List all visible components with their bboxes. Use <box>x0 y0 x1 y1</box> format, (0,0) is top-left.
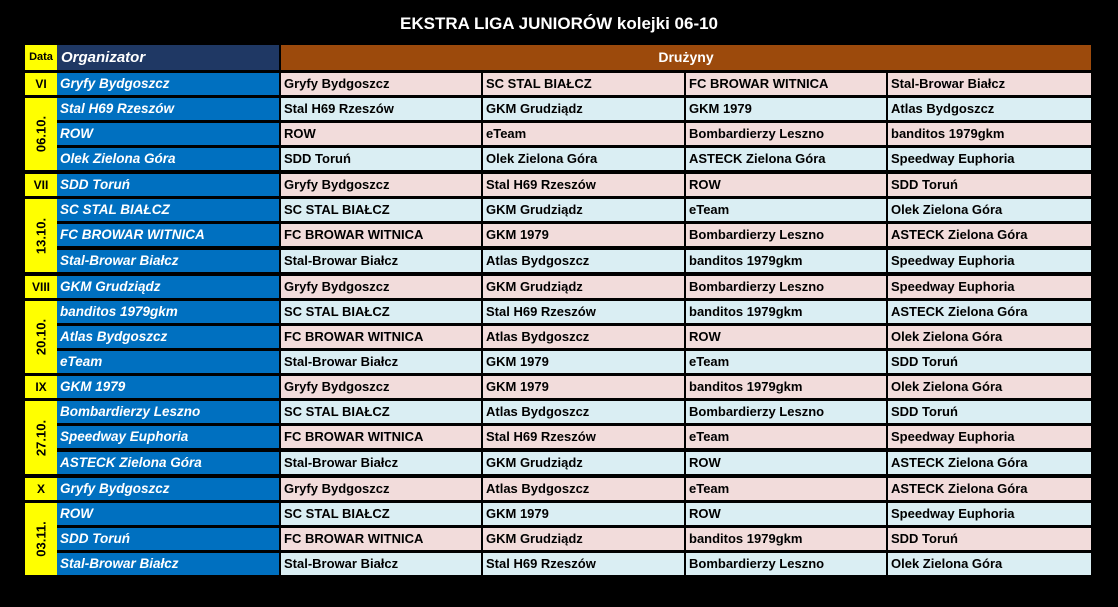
organizer-cell: ROW <box>57 123 279 145</box>
team-cell: GKM 1979 <box>483 376 684 398</box>
page-title: EKSTRA LIGA JUNIORÓW kolejki 06-10 <box>399 14 719 33</box>
team-cell: Speedway Euphoria <box>888 276 1091 298</box>
team-cell: SDD Toruń <box>888 174 1091 196</box>
organizer-cell: GKM 1979 <box>57 376 279 398</box>
team-cell: GKM Grudziądz <box>483 528 684 550</box>
team-cell: banditos 1979gkm <box>888 123 1091 145</box>
team-cell: Gryfy Bydgoszcz <box>281 73 481 95</box>
team-cell: Atlas Bydgoszcz <box>888 98 1091 120</box>
team-cell: Gryfy Bydgoszcz <box>281 376 481 398</box>
team-cell: Olek Zielona Góra <box>888 199 1091 221</box>
team-cell: SDD Toruń <box>888 401 1091 423</box>
organizer-cell: Gryfy Bydgoszcz <box>57 73 279 95</box>
team-cell: Bombardierzy Leszno <box>686 401 886 423</box>
organizer-cell: Olek Zielona Góra <box>57 148 279 170</box>
team-cell: SDD Toruń <box>281 148 481 170</box>
team-cell: ASTECK Zielona Góra <box>888 301 1091 323</box>
organizer-cell: ROW <box>57 503 279 525</box>
team-cell: Bombardierzy Leszno <box>686 276 886 298</box>
team-cell: Olek Zielona Góra <box>888 553 1091 575</box>
team-cell: Stal-Browar Białcz <box>281 452 481 474</box>
team-cell: SC STAL BIAŁCZ <box>483 73 684 95</box>
round-date <box>25 199 57 272</box>
team-cell: Bombardierzy Leszno <box>686 224 886 246</box>
team-cell: banditos 1979gkm <box>686 250 886 272</box>
team-cell: Stal H69 Rzeszów <box>483 426 684 448</box>
round-label: VIII <box>25 276 57 298</box>
organizer-cell: Atlas Bydgoszcz <box>57 326 279 348</box>
team-cell: Bombardierzy Leszno <box>686 123 886 145</box>
team-cell: Gryfy Bydgoszcz <box>281 478 481 500</box>
team-cell: Atlas Bydgoszcz <box>483 326 684 348</box>
team-cell: Stal H69 Rzeszów <box>483 553 684 575</box>
organizer-cell: Gryfy Bydgoszcz <box>57 478 279 500</box>
round-date <box>25 98 57 170</box>
organizer-cell: Stal H69 Rzeszów <box>57 98 279 120</box>
organizer-cell: eTeam <box>57 351 279 373</box>
team-cell: Stal-Browar Białcz <box>281 250 481 272</box>
team-cell: Stal-Browar Białcz <box>888 73 1091 95</box>
team-cell: FC BROWAR WITNICA <box>281 224 481 246</box>
header-data: Data <box>25 45 57 70</box>
round-label: IX <box>25 376 57 398</box>
team-cell: Olek Zielona Góra <box>888 326 1091 348</box>
round-date-text: 27.10. <box>33 419 49 456</box>
team-cell: banditos 1979gkm <box>686 528 886 550</box>
team-cell: Speedway Euphoria <box>888 426 1091 448</box>
organizer-cell: banditos 1979gkm <box>57 301 279 323</box>
team-cell: ROW <box>686 452 886 474</box>
team-cell: Speedway Euphoria <box>888 250 1091 272</box>
round-date <box>25 401 57 474</box>
team-cell: SC STAL BIAŁCZ <box>281 503 481 525</box>
team-cell: ROW <box>686 174 886 196</box>
team-cell: GKM 1979 <box>686 98 886 120</box>
team-cell: FC BROWAR WITNICA <box>281 528 481 550</box>
team-cell: Stal H69 Rzeszów <box>281 98 481 120</box>
organizer-cell: SDD Toruń <box>57 174 279 196</box>
team-cell: Atlas Bydgoszcz <box>483 478 684 500</box>
round-date <box>25 301 57 373</box>
organizer-cell: SC STAL BIAŁCZ <box>57 199 279 221</box>
organizer-cell: FC BROWAR WITNICA <box>57 224 279 246</box>
round-date <box>25 503 57 575</box>
team-cell: SC STAL BIAŁCZ <box>281 199 481 221</box>
team-cell: Bombardierzy Leszno <box>686 553 886 575</box>
team-cell: banditos 1979gkm <box>686 376 886 398</box>
team-cell: GKM 1979 <box>483 503 684 525</box>
team-cell: Atlas Bydgoszcz <box>483 250 684 272</box>
team-cell: Gryfy Bydgoszcz <box>281 174 481 196</box>
organizer-cell: ASTECK Zielona Góra <box>57 452 279 474</box>
team-cell: ROW <box>686 326 886 348</box>
team-cell: eTeam <box>686 426 886 448</box>
round-label: X <box>25 478 57 500</box>
organizer-cell: Stal-Browar Białcz <box>57 553 279 575</box>
organizer-cell: SDD Toruń <box>57 528 279 550</box>
team-cell: Olek Zielona Góra <box>483 148 684 170</box>
team-cell: FC BROWAR WITNICA <box>281 326 481 348</box>
round-date-text: 13.10. <box>33 217 49 254</box>
team-cell: FC BROWAR WITNICA <box>281 426 481 448</box>
team-cell: SC STAL BIAŁCZ <box>281 401 481 423</box>
team-cell: ASTECK Zielona Góra <box>888 478 1091 500</box>
organizer-cell: Stal-Browar Białcz <box>57 250 279 272</box>
team-cell: Olek Zielona Góra <box>888 376 1091 398</box>
team-cell: GKM Grudziądz <box>483 452 684 474</box>
organizer-cell: Speedway Euphoria <box>57 426 279 448</box>
round-label: VI <box>25 73 57 95</box>
team-cell: Speedway Euphoria <box>888 503 1091 525</box>
round-date-text: 20.10. <box>33 318 49 356</box>
team-cell: SDD Toruń <box>888 351 1091 373</box>
team-cell: SDD Toruń <box>888 528 1091 550</box>
team-cell: banditos 1979gkm <box>686 301 886 323</box>
team-cell: GKM Grudziądz <box>483 199 684 221</box>
team-cell: eTeam <box>686 199 886 221</box>
team-cell: Stal H69 Rzeszów <box>483 301 684 323</box>
team-cell: Speedway Euphoria <box>888 148 1091 170</box>
team-cell: ASTECK Zielona Góra <box>888 452 1091 474</box>
organizer-cell: GKM Grudziądz <box>57 276 279 298</box>
header-druzyny: Drużyny <box>281 45 1091 70</box>
round-date-text: 06.10. <box>33 115 49 153</box>
team-cell: eTeam <box>686 351 886 373</box>
team-cell: ASTECK Zielona Góra <box>686 148 886 170</box>
team-cell: GKM 1979 <box>483 351 684 373</box>
team-cell: Gryfy Bydgoszcz <box>281 276 481 298</box>
team-cell: GKM Grudziądz <box>483 276 684 298</box>
team-cell: GKM 1979 <box>483 224 684 246</box>
team-cell: Stal-Browar Białcz <box>281 553 481 575</box>
team-cell: FC BROWAR WITNICA <box>686 73 886 95</box>
team-cell: eTeam <box>686 478 886 500</box>
round-date-text: 03.11. <box>33 521 49 557</box>
team-cell: SC STAL BIAŁCZ <box>281 301 481 323</box>
team-cell: GKM Grudziądz <box>483 98 684 120</box>
header-organizator: Organizator <box>57 45 279 70</box>
round-label: VII <box>25 174 57 196</box>
team-cell: ROW <box>686 503 886 525</box>
organizer-cell: Bombardierzy Leszno <box>57 401 279 423</box>
team-cell: Stal-Browar Białcz <box>281 351 481 373</box>
team-cell: ROW <box>281 123 481 145</box>
team-cell: Atlas Bydgoszcz <box>483 401 684 423</box>
team-cell: ASTECK Zielona Góra <box>888 224 1091 246</box>
team-cell: eTeam <box>483 123 684 145</box>
team-cell: Stal H69 Rzeszów <box>483 174 684 196</box>
